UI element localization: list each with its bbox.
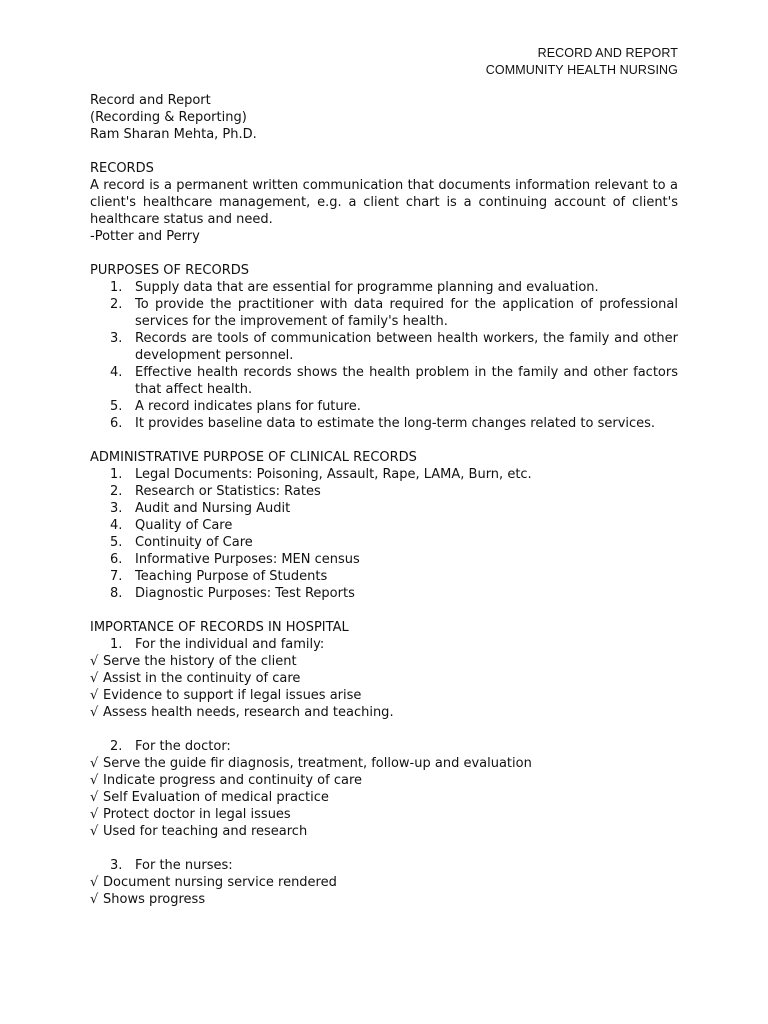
check-mark-icon: √ [90, 688, 99, 703]
doc-subtitle: (Recording & Reporting) [90, 110, 247, 125]
doc-title: Record and Report [90, 93, 211, 108]
item-number: 6. [110, 552, 123, 567]
purposes-heading: PURPOSES OF RECORDS [90, 263, 250, 278]
item-number: 3. [110, 331, 123, 346]
check-list [90, 874, 678, 908]
check-item [90, 823, 678, 840]
running-header [486, 45, 678, 79]
check-text: Evidence to support if legal issues arise [103, 688, 362, 703]
admin-section [90, 449, 678, 602]
item-number: 8. [110, 586, 123, 601]
item-text: Records are tools of communication between health workers, the family and other development personnel. [135, 331, 678, 363]
check-mark-icon: √ [90, 773, 99, 788]
item-number: 4. [110, 518, 123, 533]
check-text: Indicate progress and continuity of care [103, 773, 363, 788]
item-text: Research or Statistics: Rates [135, 484, 321, 499]
group-label [90, 636, 678, 653]
list-item [90, 364, 678, 398]
group-label [90, 857, 678, 874]
item-number: 2. [110, 297, 123, 312]
item-number: 5. [110, 535, 123, 550]
check-item [90, 789, 678, 806]
check-text: Protect doctor in legal issues [103, 807, 291, 822]
item-number: 5. [110, 399, 123, 414]
check-mark-icon: √ [90, 824, 99, 839]
check-text: Used for teaching and research [103, 824, 308, 839]
item-text: It provides baseline data to estimate the long-term changes related to services. [135, 416, 656, 431]
list-item [90, 330, 678, 364]
check-item [90, 891, 678, 908]
records-definition: A record is a permanent written communication that documents information relevant to a client's healthcare management, e.g. a client chart is a continuing account of client's healthcare status and need. [90, 178, 678, 227]
check-text: Serve the history of the client [103, 654, 297, 669]
importance-group-nurses [90, 857, 678, 908]
check-item [90, 806, 678, 823]
list-item [90, 415, 678, 432]
check-mark-icon: √ [90, 875, 99, 890]
check-item [90, 687, 678, 704]
item-number: 1. [110, 280, 123, 295]
importance-section [90, 619, 678, 908]
list-item [90, 500, 678, 517]
check-mark-icon: √ [90, 705, 99, 720]
check-text: Document nursing service rendered [103, 875, 337, 890]
item-number: 1. [110, 467, 123, 482]
doc-author: Ram Sharan Mehta, Ph.D. [90, 127, 257, 142]
list-item [90, 534, 678, 551]
check-text: Serve the guide fir diagnosis, treatment, follow-up and evaluation [103, 756, 532, 771]
check-item [90, 874, 678, 891]
check-item [90, 704, 678, 721]
records-heading: RECORDS [90, 161, 154, 176]
item-number: 6. [110, 416, 123, 431]
check-mark-icon: √ [90, 671, 99, 686]
header-line-2: COMMUNITY HEALTH NURSING [485, 63, 678, 77]
item-text: Teaching Purpose of Students [135, 569, 328, 584]
item-text: Legal Documents: Poisoning, Assault, Rape, LAMA, Burn, etc. [135, 467, 532, 482]
admin-heading: ADMINISTRATIVE PURPOSE OF CLINICAL RECORDS [90, 450, 417, 465]
check-mark-icon: √ [90, 654, 99, 669]
group-number: 1. [110, 637, 123, 652]
check-text: Assess health needs, research and teaching. [103, 705, 394, 720]
check-text: Assist in the continuity of care [103, 671, 301, 686]
check-mark-icon: √ [90, 892, 99, 907]
item-text: Continuity of Care [135, 535, 253, 550]
header-line-1: RECORD AND REPORT [537, 46, 678, 60]
importance-group-doctor [90, 738, 678, 840]
document-body [90, 92, 678, 908]
check-item [90, 755, 678, 772]
item-text: Effective health records shows the health problem in the family and other factors that affect health. [135, 365, 678, 397]
check-list [90, 653, 678, 721]
admin-list [90, 466, 678, 602]
item-text: A record indicates plans for future. [135, 399, 361, 414]
list-item [90, 483, 678, 500]
item-number: 3. [110, 501, 123, 516]
purposes-list [90, 279, 678, 432]
check-text: Self Evaluation of medical practice [103, 790, 329, 805]
check-list [90, 755, 678, 840]
importance-group-individual [90, 636, 678, 721]
group-number: 3. [110, 858, 123, 873]
check-mark-icon: √ [90, 807, 99, 822]
check-mark-icon: √ [90, 756, 99, 771]
list-item [90, 398, 678, 415]
item-text: Informative Purposes: MEN census [135, 552, 360, 567]
group-label-text: For the nurses: [135, 858, 233, 873]
list-item [90, 568, 678, 585]
item-number: 4. [110, 365, 123, 380]
item-text: Audit and Nursing Audit [135, 501, 291, 516]
importance-heading: IMPORTANCE OF RECORDS IN HOSPITAL [90, 620, 349, 635]
item-text: Diagnostic Purposes: Test Reports [135, 586, 355, 601]
records-section [90, 160, 678, 245]
group-label [90, 738, 678, 755]
check-item [90, 772, 678, 789]
check-item [90, 670, 678, 687]
group-label-text: For the doctor: [135, 739, 231, 754]
item-text: Supply data that are essential for programme planning and evaluation. [135, 280, 599, 295]
records-citation: -Potter and Perry [90, 229, 200, 244]
item-text: To provide the practitioner with data required for the application of professional services for the improvement of family's health. [135, 297, 678, 329]
list-item [90, 296, 678, 330]
item-text: Quality of Care [135, 518, 233, 533]
list-item [90, 279, 678, 296]
check-item [90, 653, 678, 670]
list-item [90, 551, 678, 568]
check-text: Shows progress [103, 892, 206, 907]
list-item [90, 466, 678, 483]
item-number: 7. [110, 569, 123, 584]
group-label-text: For the individual and family: [135, 637, 325, 652]
list-item [90, 585, 678, 602]
group-number: 2. [110, 739, 123, 754]
list-item [90, 517, 678, 534]
purposes-section [90, 262, 678, 432]
item-number: 2. [110, 484, 123, 499]
check-mark-icon: √ [90, 790, 99, 805]
